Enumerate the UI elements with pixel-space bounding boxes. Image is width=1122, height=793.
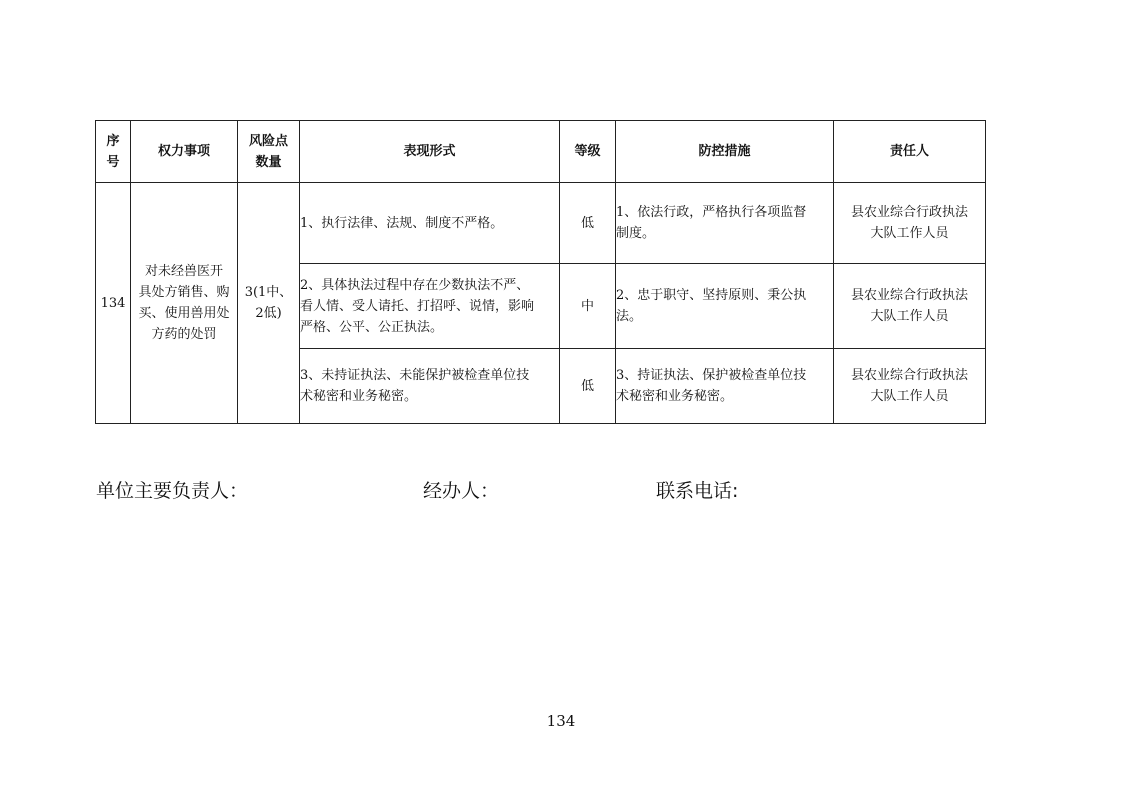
power-item-cell bbox=[131, 183, 238, 424]
unit-head-label: 单位主要负责人： bbox=[96, 480, 249, 502]
responsible-cell bbox=[834, 183, 986, 264]
header-risk-count-line: 风险点 bbox=[248, 133, 288, 149]
level-cell: 低 bbox=[560, 349, 616, 424]
table-row bbox=[96, 183, 986, 264]
measure-cell bbox=[616, 264, 834, 349]
responsible-line: 大队工作人员 bbox=[870, 226, 949, 241]
form-line: 2、具体执法过程中存在少数执法不严、 bbox=[300, 277, 530, 293]
risk-count-line: 3(1中、 bbox=[244, 285, 293, 300]
level-cell: 低 bbox=[560, 183, 616, 264]
power-item-line: 对未经兽医开 bbox=[144, 264, 223, 279]
phone-label: 联系电话: bbox=[656, 480, 739, 502]
responsible-cell bbox=[834, 264, 986, 349]
responsible-line: 县农业综合行政执法 bbox=[850, 368, 968, 383]
form-line: 术秘密和业务秘密。 bbox=[300, 389, 418, 404]
power-item-line: 具处方销售、购 bbox=[138, 285, 230, 300]
header-seq-line: 号 bbox=[106, 154, 120, 170]
header-measures: 防控措施 bbox=[616, 121, 834, 183]
form-line: 严格、公平、公正执法。 bbox=[300, 319, 444, 335]
header-form: 表现形式 bbox=[300, 121, 560, 183]
handler-label: 经办人： bbox=[423, 480, 500, 502]
power-item-line: 方药的处罚 bbox=[151, 327, 217, 342]
responsible-cell bbox=[834, 349, 986, 424]
responsible-line: 大队工作人员 bbox=[870, 309, 949, 324]
form-cell bbox=[300, 183, 560, 264]
header-seq bbox=[96, 121, 131, 183]
form-line: 3、未持证执法、未能保护被检查单位技 bbox=[300, 368, 530, 383]
responsible-line: 县农业综合行政执法 bbox=[850, 205, 968, 220]
measure-line: 制度。 bbox=[616, 226, 656, 241]
header-power-item: 权力事项 bbox=[131, 121, 238, 183]
measure-line: 3、持证执法、保护被检查单位技 bbox=[616, 368, 807, 383]
seq-cell: 134 bbox=[96, 183, 131, 424]
form-line: 1、执行法律、法规、制度不严格。 bbox=[300, 215, 504, 231]
measure-line: 2、忠于职守、坚持原则、秉公执 bbox=[616, 288, 807, 303]
measure-cell bbox=[616, 183, 834, 264]
power-item-line: 买、使用兽用处 bbox=[138, 306, 230, 321]
header-seq-line: 序 bbox=[106, 133, 120, 149]
measure-line: 法。 bbox=[616, 309, 643, 324]
risk-count-line: 2低) bbox=[255, 306, 282, 321]
header-risk-count bbox=[238, 121, 300, 183]
responsible-line: 大队工作人员 bbox=[870, 389, 949, 404]
form-cell bbox=[300, 264, 560, 349]
table-header-row bbox=[96, 121, 986, 183]
responsible-line: 县农业综合行政执法 bbox=[850, 288, 968, 303]
measure-cell bbox=[616, 349, 834, 424]
risk-count-cell bbox=[238, 183, 300, 424]
header-level: 等级 bbox=[560, 121, 616, 183]
header-responsible: 责任人 bbox=[834, 121, 986, 183]
header-risk-count-line: 数量 bbox=[255, 154, 282, 170]
form-line: 看人情、受人请托、打招呼、说情，影响 bbox=[300, 298, 535, 314]
measure-line: 术秘密和业务秘密。 bbox=[616, 389, 734, 404]
level-cell: 中 bbox=[560, 264, 616, 349]
page-number: 134 bbox=[546, 712, 576, 730]
form-cell bbox=[300, 349, 560, 424]
risk-table bbox=[95, 120, 986, 424]
measure-line: 1、依法行政，严格执行各项监督 bbox=[616, 205, 807, 220]
